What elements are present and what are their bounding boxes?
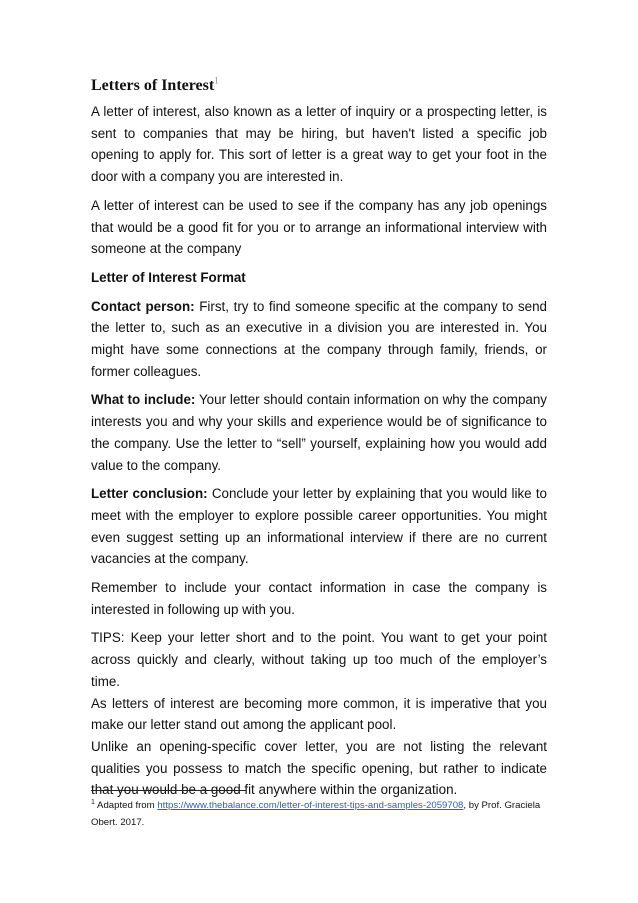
document-body [91, 101, 547, 801]
usage-paragraph: A letter of interest can be used to see if the company has any job openings that would be a good fit for you or to arrange an informational interview with someone at the company [91, 197, 547, 257]
format-heading-text: Letter of Interest Format [91, 269, 246, 285]
intro-paragraph: A letter of interest, also known as a letter of inquiry or a prospecting letter, is sent to companies that may be hiring, but haven't listed a specific job opening to apply for. This sort of letter is a great way to get your foot in the door with a company you are interested in. [91, 104, 547, 185]
footnote-marker: 1 [91, 798, 95, 806]
unlike-paragraph: Unlike an opening-specific cover letter, you are not listing the relevant qualities you possess to match the specific opening, but rather to indicate that you would be a good fit anywhere within the organization. [91, 738, 547, 798]
contact-person-paragraph [91, 296, 547, 383]
footnote-separator [91, 790, 246, 791]
contact-person-text: First, try to find someone specific at the company to send the letter to, such as an executive in a division you are interested in. You might have some connections at the company through family, friends, or former colleagues. [91, 298, 547, 379]
remember-paragraph: Remember to include your contact information in case the company is interested in following up with you. [91, 580, 547, 617]
page-title [91, 76, 219, 96]
format-heading [91, 267, 547, 289]
letter-conclusion-text: Conclude your letter by explaining that you would like to meet with the employer to explore possible career opportunities. You might even suggest setting up an informational interview if there are no current vacancies at the company. [91, 486, 547, 567]
letter-conclusion-label: Letter conclusion: [91, 486, 208, 502]
footnote-suffix: , by Prof. Graciela Obert. 2017. [91, 800, 541, 828]
footnote-prefix: Adapted from [94, 800, 158, 811]
contact-person-label: Contact person: [91, 298, 195, 314]
tips-paragraph: TIPS: Keep your letter short and to the point. You want to get your point across quickly and clearly, without taking up too much of the employer’s time. [91, 630, 547, 689]
footnote [91, 797, 547, 831]
footnote-source-link[interactable]: https://www.thebalance.com/letter-of-interest-tips-and-samples-2059708 [157, 800, 464, 811]
what-to-include-paragraph [91, 389, 547, 476]
what-to-include-text: Your letter should contain information on why the company interests you and why your skills and experience would be of significance to the company. Use the letter to “sell” yourself, explaining how you would add value to the company. [91, 392, 547, 473]
what-to-include-label: What to include: [91, 392, 196, 408]
letter-conclusion-paragraph [91, 483, 547, 570]
common-paragraph: As letters of interest are becoming more common, it is imperative that you make our letter stand out among the applicant pool. [91, 695, 547, 733]
title-footnote-marker: 1 [214, 75, 219, 86]
title-text: Letters of Interest [91, 77, 215, 94]
